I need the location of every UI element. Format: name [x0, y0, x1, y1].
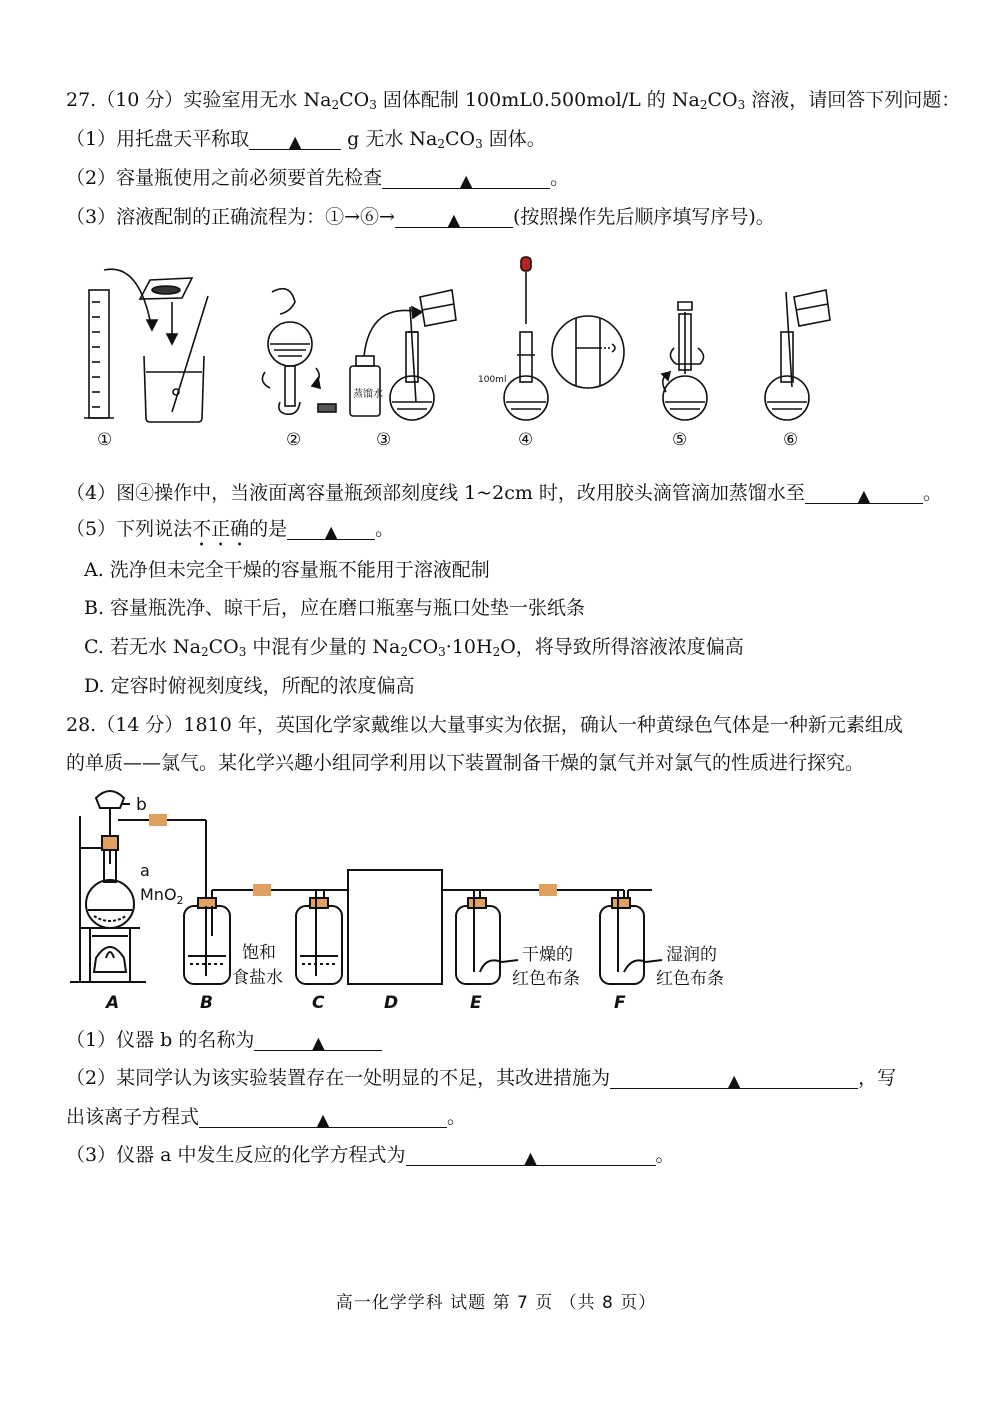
step-label: ① [97, 430, 113, 450]
step6-pouring-icon [765, 290, 830, 420]
q27-stem: 27.（10 分）实验室用无水 $Na_2CO_3$ 固体配制 100mL0.500mol/L 的 $Na_2CO_3$ 溶液，请回答下列问题： [66, 89, 961, 112]
q27-part4: （4）图④操作中，当液面离容量瓶颈部刻度线 1~2cm 时，改用胶头滴管滴加蒸馏水至 ▲ 。 [66, 482, 942, 505]
answer-blank[interactable]: ▲ [382, 168, 550, 189]
svg-text:D: D [384, 993, 399, 1013]
svg-text:F: F [614, 993, 626, 1013]
answer-blank[interactable]: ▲ [395, 207, 513, 228]
q28-part2: （2）某同学认为该实验装置存在一处明显的不足，其改进措施为 ▲ ，写 [66, 1067, 897, 1090]
option-b: B. 容量瓶洗净、晾干后，应在磨口瓶塞与瓶口处垫一张纸条 [84, 597, 586, 619]
answer-blank[interactable]: ▲ [287, 519, 375, 540]
answer-blank[interactable]: ▲ [199, 1107, 447, 1128]
svg-text:A: A [106, 993, 120, 1013]
svg-text:蒸馏水: 蒸馏水 [353, 389, 383, 400]
apparatus-E [456, 890, 580, 989]
apparatus-C [296, 890, 342, 984]
apparatus-D [348, 870, 442, 984]
step3-transfer-icon [350, 290, 456, 420]
chlorine-apparatus-diagram [66, 786, 746, 1016]
step-label: ⑤ [672, 430, 688, 450]
step-label: ⑥ [783, 430, 799, 450]
option-d: D. 定容时俯视刻度线，所配的浓度偏高 [84, 675, 415, 697]
option-c: C. 若无水 $Na_2CO_3$ 中混有少量的 $Na_2CO_3\cdot 10H_2O$，将导致所得溶液浓度偏高 [84, 636, 744, 659]
svg-text:E: E [470, 993, 482, 1013]
page-footer: 高一化学学科 试题 第 7 页 （共 8 页） [335, 1293, 657, 1313]
answer-blank[interactable]: ▲ [254, 1030, 382, 1051]
svg-text:干燥的: 干燥的 [522, 945, 573, 965]
svg-text:C: C [312, 993, 325, 1013]
svg-text:饱和: 饱和 [242, 943, 276, 963]
q27-part2: （2）容量瓶使用之前必须要首先检查 ▲ 。 [66, 167, 570, 190]
answer-blank[interactable]: ▲ [249, 129, 341, 150]
svg-text:红色布条: 红色布条 [656, 969, 724, 989]
step4-dropper-icon [478, 257, 624, 420]
svg-text:B: B [200, 993, 213, 1013]
q28-stem-line2: 的单质——氯气。某化学兴趣小组同学利用以下装置制备干燥的氯气并对氯气的性质进行探究。 [66, 752, 865, 774]
apparatus-B [184, 898, 283, 988]
q27-part3: （3）溶液配制的正确流程为：①→⑥→ ▲ (按照操作先后顺序填写序号)。 [66, 206, 775, 229]
step-label: ④ [518, 430, 534, 450]
svg-text:b: b [136, 795, 147, 815]
svg-text:红色布条: 红色布条 [512, 969, 580, 989]
answer-blank[interactable]: ▲ [805, 483, 923, 504]
svg-text:a: a [140, 861, 150, 880]
q27-part5: （5）下列说法不正确的是 ▲ 。 [66, 518, 395, 541]
solution-preparation-figure [80, 252, 860, 457]
option-a: A. 洗净但未完全干燥的容量瓶不能用于溶液配制 [84, 559, 490, 581]
svg-text:MnO2: MnO$_2$ [140, 885, 184, 907]
answer-blank[interactable]: ▲ [406, 1145, 656, 1166]
step1-weighing-icon [84, 269, 208, 422]
apparatus-F [600, 890, 724, 989]
q28-stem-line1: 28.（14 分）1810 年，英国化学家戴维以大量事实为依据，确认一种黄绿色气体是一种新元素组成 [66, 714, 903, 736]
step-label: ③ [376, 430, 392, 450]
apparatus-A [70, 791, 206, 982]
step-label: ② [286, 430, 302, 450]
q28-part2-cont: 出该离子方程式 ▲ 。 [66, 1106, 467, 1129]
svg-text:湿润的: 湿润的 [666, 945, 717, 965]
step2-shaking-icon [262, 289, 336, 415]
answer-blank[interactable]: ▲ [610, 1068, 858, 1089]
q27-part1: （1）用托盘天平称取 ▲ g 无水 $Na_2CO_3$ 固体。 [66, 128, 546, 151]
svg-text:100ml: 100ml [478, 375, 507, 385]
step5-mixing-icon [662, 302, 707, 420]
q28-part3: （3）仪器 a 中发生反应的化学方程式为 ▲ 。 [66, 1144, 675, 1167]
q28-part1: （1）仪器 b 的名称为 ▲ [66, 1028, 382, 1052]
svg-text:食盐水: 食盐水 [232, 968, 283, 988]
